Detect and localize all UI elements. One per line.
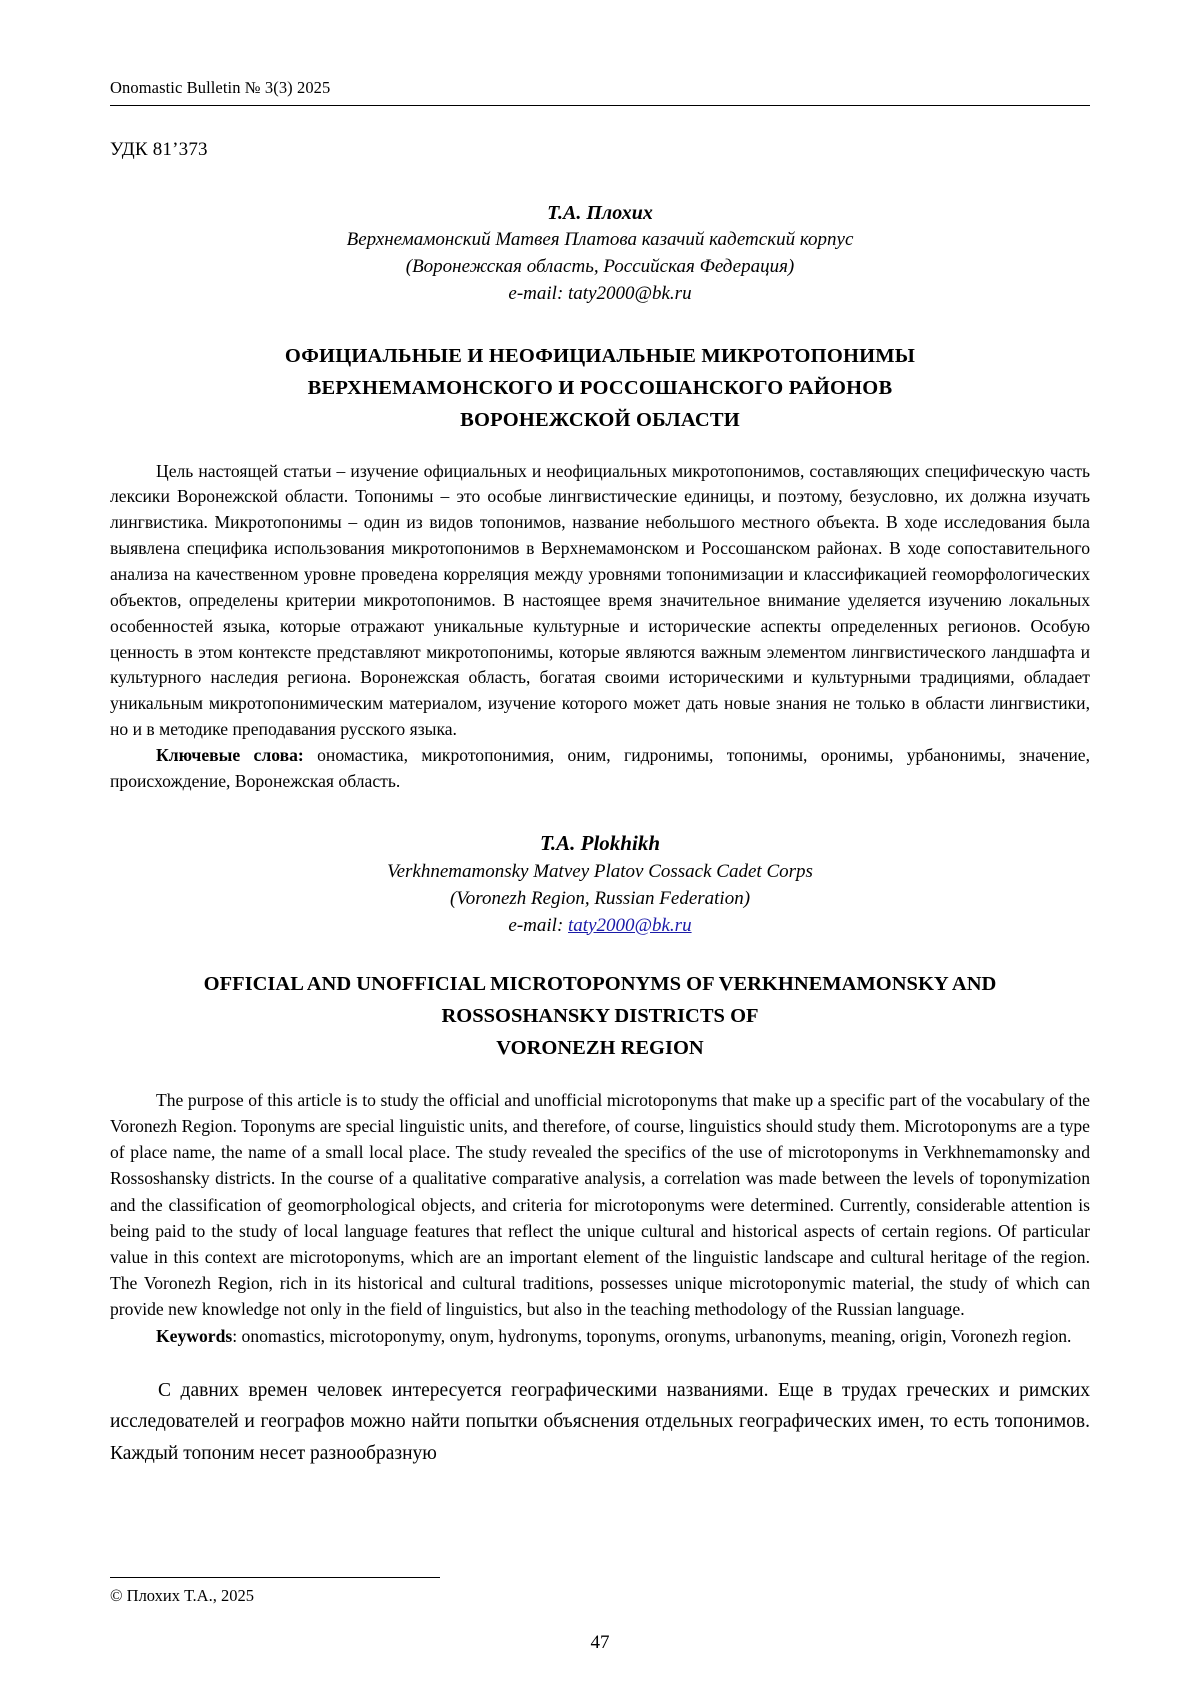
article-title-en [110,969,1090,1064]
article-title-en-line1: OFFICIAL AND UNOFFICIAL MICROTOPONYMS OF VERKHNEMAMONSKY AND [203,973,997,996]
footnote [110,1577,530,1606]
running-head: Onomastic Bulletin № 3(3) 2025 [110,78,1090,106]
article-title-en-line3: VORONEZH REGION [496,1037,704,1060]
keywords-en-label: Keywords [156,1325,233,1346]
author-block-en [110,829,1090,940]
abstract-ru [110,459,1090,743]
author-affiliation-en-line1: Verkhnemamonsky Matvey Platov Cossack Cadet Corps [387,860,813,882]
body-text [110,1375,1090,1470]
abstract-ru-text: Цель настоящей статьи – изучение официальных и неофициальных микротопонимов, составляющих специфическую часть лексики Воронежской области. Топонимы – это особые лингвистические единицы, и поэтому, безусловно, их должна изучать лингвистика. Микротопонимы – один из видов топонимов, название небольшого местного объекта. В ходе исследования была выявлена специфика использования микротопонимов в Верхнемамонском и Россошанском районах. В ходе сопоставительного анализа на качественном уровне проведена корреляция между уровнями топонимизации и классификацией геоморфологических объектов, определены критерии микротопонимов. В настоящее время значительное внимание уделяется изучению локальных особенностей языка, которые отражают уникальные культурные и исторические аспекты определенных регионов. Особую ценность в этом контексте представляют микротопонимы, которые являются важным элементом лингвистического ландшафта и культурного наследия региона. Воронежская область, богатая своими историческими и культурными традициями, обладает уникальным микротопонимическим материалом, изучение которого может дать новые знания не только в области лингвистики, но и в методике преподавания русского языка. [110,460,1090,740]
article-title-en-line2: ROSSOSHANSKY DISTRICTS OF [441,1005,759,1028]
footnote-rule [110,1577,440,1578]
article-title-ru-line1: ОФИЦИАЛЬНЫЕ И НЕОФИЦИАЛЬНЫЕ МИКРОТОПОНИМЫ [284,345,916,368]
keywords-en [110,1323,1090,1349]
author-email-en-prefix: e-mail: [508,914,569,936]
abstract-en [110,1087,1090,1323]
keywords-en-text: : onomastics, microtoponymy, onym, hydronyms, toponyms, oronyms, urbanonyms, meaning, origin, Voronezh region. [232,1325,1072,1346]
author-email-en [110,913,1090,940]
keywords-ru [110,743,1090,795]
author-affiliation-ru-line1: Верхнемамонский Матвея Платова казачий кадетский корпус [346,229,854,251]
page-number: 47 [590,1632,610,1653]
keywords-ru-label: Ключевые слова: [156,745,304,766]
author-name-ru: Т.А. Плохих [547,202,653,224]
article-title-ru-line2: ВЕРХНЕМАМОНСКОГО И РОССОШАНСКОГО РАЙОНОВ [307,377,893,400]
udk-code: УДК 81’373 [110,139,208,160]
body-paragraph-1: С давних времен человек интересуется географическими названиями. Еще в трудах греческих и римских исследователей и географов можно найти попытки объяснения отдельных географических имен, то есть топонимов. Каждый топоним несет разнообразную [110,1379,1090,1464]
article-title-ru-line3: ВОРОНЕЖСКОЙ ОБЛАСТИ [460,408,740,431]
author-email-en-link[interactable]: taty2000@bk.ru [568,914,692,936]
article-title-ru [110,341,1090,436]
abstract-en-text: The purpose of this article is to study the official and unofficial microtoponyms that make up a specific part of the vocabulary of the Voronezh Region. Toponyms are special linguistic units, and therefore, of course, linguistics should study them. Microtoponyms are a type of place name, the name of a small local place. The study revealed the specifics of the use of microtoponyms in Verkhnemamonsky and Rossoshansky districts. In the course of a qualitative comparative analysis, a correlation was made between the levels of toponymization and the classification of geomorphological objects, and criteria for microtoponyms were determined. Currently, considerable attention is being paid to the study of local language features that reflect the unique cultural and historical aspects of certain regions. Of particular value in this context are microtoponyms, which are an important element of the linguistic landscape and cultural heritage of the region. The Voronezh Region, rich in its historical and cultural traditions, possesses unique microtoponymic material, the study of which can provide new knowledge not only in the field of linguistics, but also in the teaching methodology of the Russian language. [110,1089,1090,1320]
author-block-ru [110,199,1090,308]
author-name-en: T.A. Plokhikh [539,830,660,855]
author-email-ru: e-mail: taty2000@bk.ru [508,283,692,305]
author-affiliation-en-line2: (Voronezh Region, Russian Federation) [449,887,751,909]
footnote-copyright: © Плохих Т.А., 2025 [110,1586,254,1605]
author-affiliation-ru-line2: (Воронежская область, Российская Федерация) [405,256,795,278]
keywords-ru-text: ономастика, микротопонимия, оним, гидронимы, топонимы, оронимы, урбанонимы, значение, происхождение, Воронежская область. [110,745,1090,791]
